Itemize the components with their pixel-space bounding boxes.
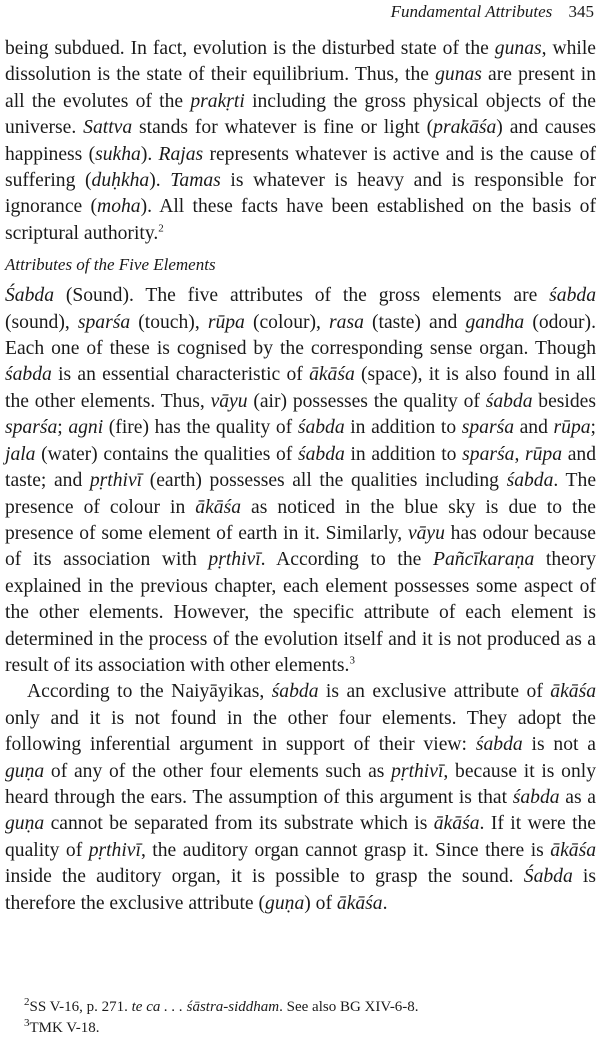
text-run: (fire) has the quality of	[103, 417, 298, 439]
term-italic: ākāśa	[309, 364, 355, 386]
term-italic: ākāśa	[433, 813, 480, 835]
text-run: , while dissolution is the state of their equilibrium. Thus, the	[5, 38, 596, 86]
text-run: as noticed in the blue sky is due to the presence of some element of earth in it. Similarly,	[5, 496, 596, 544]
term-italic: ākāśa	[195, 496, 241, 518]
term-italic: pṛthivī	[89, 470, 143, 492]
text-run: . If it were the quality of	[5, 813, 597, 861]
term-italic: rūpa	[207, 311, 245, 333]
text-run: (colour),	[244, 311, 330, 333]
text-run: in addition to	[344, 417, 462, 439]
text-run: is an essential characteristic of	[51, 364, 310, 386]
term-italic: pṛthivī	[208, 549, 261, 571]
term-italic: Śabda	[523, 866, 573, 888]
text-run: (water) contains the qualities of	[35, 443, 298, 465]
section-heading: Attributes of the Five Elements	[5, 255, 216, 275]
paragraph-naiyayikas	[5, 679, 596, 917]
term-italic: guṇa	[5, 760, 45, 782]
term-italic: rasa	[329, 311, 364, 333]
term-italic: pṛthivī	[88, 839, 141, 861]
term-italic: sparśa	[5, 417, 58, 439]
paragraph-gunas	[5, 36, 596, 247]
term-italic: jala	[5, 443, 36, 465]
term-italic: śabda	[297, 443, 345, 465]
text-run: stands for whatever is fine or light (	[132, 117, 434, 139]
term-italic: ākāśa	[550, 681, 596, 703]
term-italic: rūpa	[525, 443, 563, 465]
term-italic: Tamas	[170, 170, 221, 192]
term-italic: te ca . . . śāstra-siddham	[131, 999, 280, 1015]
text-run: . See also BG XIV-6-8.	[279, 999, 419, 1015]
text-run: only and it is not found in the other four elements. They adopt the following inferential argument in support of their view:	[5, 707, 596, 756]
text-run: (Sound). The five attributes of the gross elements are	[53, 285, 550, 307]
text-run: has odour because of its association with	[5, 522, 596, 571]
footnote-ref: 2	[158, 222, 164, 235]
term-italic: śabda	[506, 470, 554, 492]
term-italic: śabda	[271, 681, 319, 703]
text-run: According to the Naiyāyikas,	[27, 681, 272, 703]
term-italic: vāyu	[407, 522, 445, 544]
term-italic: sparśa	[461, 417, 515, 439]
term-italic: śabda	[485, 390, 533, 412]
paragraph-sabda	[5, 283, 596, 679]
text-run: (touch),	[130, 311, 208, 333]
term-italic: agni	[68, 417, 104, 439]
text-run: ).	[149, 170, 171, 192]
text-run: cannot be separated from its substrate which is	[44, 813, 434, 835]
text-run: including the gross physical objects of the universe.	[5, 90, 596, 139]
text-run: being subdued. In fact, evolution is the disturbed state of the	[5, 38, 495, 59]
text-run: (taste) and	[363, 311, 466, 333]
term-italic: vāyu	[210, 390, 248, 412]
text-run: SS V-16, p. 271.	[29, 999, 132, 1015]
text-run: , the auditory organ cannot grasp it. Since there is	[140, 839, 551, 861]
text-run: are present in all the evolutes of the	[5, 64, 596, 112]
term-italic: duḥkha	[91, 170, 150, 192]
text-run: is not a	[522, 734, 596, 756]
text-run: (odour). Each one of these is cognised by the corresponding sense organ. Though	[5, 311, 596, 360]
text-run: (earth) possesses all the qualities including	[142, 470, 507, 492]
term-italic: moha	[97, 196, 141, 218]
body-text	[5, 36, 596, 917]
text-run: as a	[559, 786, 596, 808]
term-italic: gunas	[494, 38, 542, 59]
footnote-mark: 3	[24, 1017, 30, 1029]
footnote-2	[24, 997, 596, 1018]
text-run: inside the auditory organ, it is possible to grasp the sound.	[5, 866, 524, 888]
text-run: , because it is only heard through the ears. The assumption of this argument is that	[5, 760, 597, 808]
text-run: ).	[140, 143, 159, 165]
running-head-title: Fundamental Attributes	[390, 2, 553, 21]
footnote-ref: 3	[349, 654, 355, 667]
term-italic: sparśa	[77, 311, 131, 333]
term-italic: Rajas	[158, 143, 204, 165]
text-run: ,	[514, 443, 525, 465]
text-run: is therefore the exclusive attribute (	[5, 866, 597, 914]
term-italic: Pañcīkaraṇa	[433, 549, 535, 571]
text-run: (air) possesses the quality of	[247, 390, 486, 412]
text-run: of any of the other four elements such as	[44, 760, 392, 782]
text-run: ). All these facts have been established on the basis of scriptural authority.	[5, 196, 597, 244]
text-run: ;	[57, 417, 69, 439]
running-head	[391, 2, 594, 22]
text-run: is whatever is heavy and is responsible for ignorance (	[5, 170, 596, 218]
text-run: and	[514, 417, 554, 439]
term-italic: śabda	[297, 417, 345, 439]
footnote-3	[24, 1018, 596, 1039]
text-run: (sound),	[5, 311, 78, 333]
text-run: . According to the	[260, 549, 434, 571]
text-run: . The presence of colour in	[5, 470, 597, 518]
term-italic: śabda	[512, 786, 560, 808]
term-italic: pṛthivī	[391, 760, 444, 782]
term-italic: sparśa	[462, 443, 515, 465]
text-run: theory explained in the previous chapter, each element possesses some aspect of the other elements. However, the specific attribute of each element is determined in the process of the evolution itself and it is not produced as a result of its association with other elements.	[5, 549, 596, 676]
term-italic: guṇa	[265, 892, 305, 914]
term-italic: sukha	[95, 143, 141, 165]
text-run: (space), it is also found in all the other elements. Thus,	[5, 364, 596, 412]
text-run: in addition to	[344, 443, 463, 465]
term-italic: gunas	[435, 64, 482, 86]
page-number: 345	[568, 2, 594, 21]
term-italic: prakāśa	[433, 117, 497, 139]
term-italic: guṇa	[5, 813, 45, 835]
footnote-mark: 2	[24, 996, 30, 1008]
text-run: is an exclusive attribute of	[318, 681, 551, 703]
term-italic: prakṛti	[190, 90, 245, 112]
text-run: represents whatever is active and is the cause of suffering (	[5, 143, 596, 192]
term-italic: Sattva	[83, 117, 133, 139]
term-italic: rūpa	[553, 417, 591, 439]
text-run: .	[382, 892, 388, 914]
text-run: and taste; and	[5, 443, 596, 492]
text-run: ) of	[304, 892, 337, 914]
text-run: besides	[532, 390, 596, 412]
term-italic: gandha	[465, 311, 525, 333]
text-run: ) and causes happiness (	[5, 117, 597, 165]
term-italic: śabda	[5, 364, 52, 386]
term-italic: Śabda	[5, 285, 54, 307]
footnotes	[24, 997, 596, 1039]
term-italic: śabda	[475, 734, 523, 756]
term-italic: ākāśa	[336, 892, 383, 914]
term-italic: ākāśa	[550, 839, 596, 861]
text-run: ;	[590, 417, 596, 439]
text-run: TMK V-18.	[29, 1020, 100, 1036]
term-italic: śabda	[549, 285, 596, 307]
